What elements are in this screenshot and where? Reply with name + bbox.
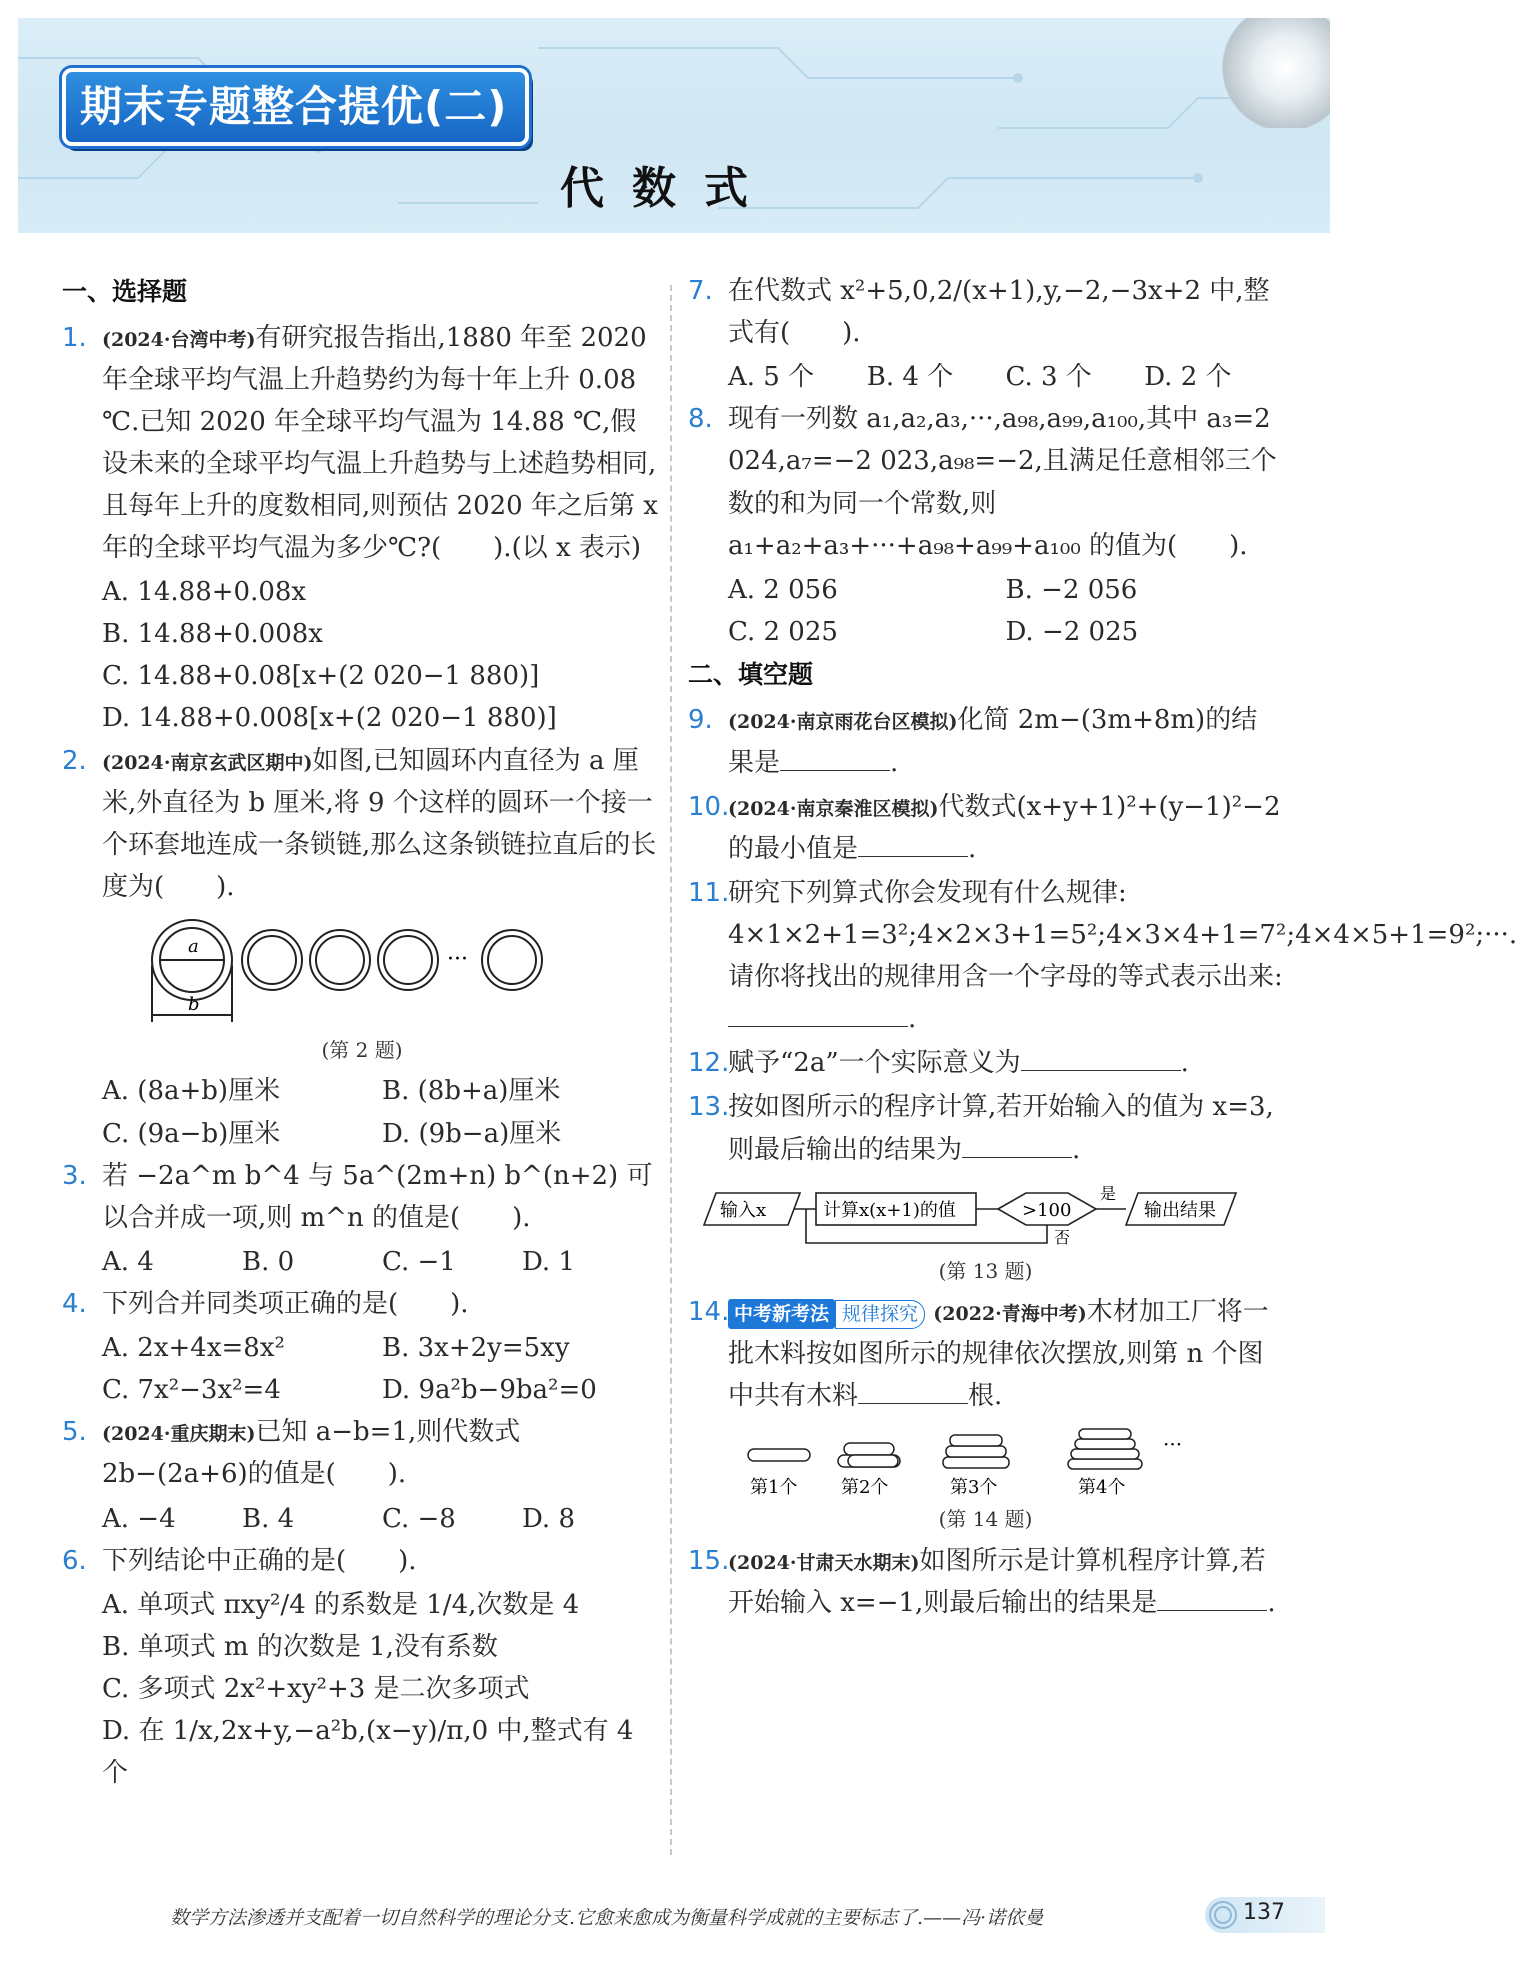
- tag-pattern: 规律探究: [835, 1300, 925, 1329]
- question-15: [688, 1540, 1283, 1624]
- question-number: 14.: [688, 1297, 730, 1328]
- options-1: [62, 571, 662, 739]
- label-a: a: [188, 936, 199, 958]
- option: B. −2 056: [1005, 574, 1138, 605]
- page-curl-decoration: [1220, 18, 1330, 128]
- question-text: 在代数式 x²+5,0,2/(x+1),y,−2,−3x+2 中,整式有( ).: [728, 276, 1270, 349]
- question-13: [688, 1086, 1283, 1170]
- option: B. 14.88+0.008x: [102, 619, 323, 650]
- question-text: 按如图所示的程序计算,若开始输入的值为 x=3,则最后输出的结果为: [728, 1092, 1274, 1165]
- flow-calc: 计算x(x+1)的值: [823, 1199, 956, 1221]
- punct: 根.: [968, 1381, 1003, 1412]
- option: B. 4: [242, 1503, 295, 1534]
- flow-output: 输出结果: [1144, 1199, 1216, 1221]
- question-text: 有研究报告指出,1880 年至 2020 年全球平均气温上升趋势约为每十年上升 0.08 ℃.已知 2020 年全球平均气温为 14.88 ℃,假设未来的全球平均气温上升趋势与上述趋势相同,且每年上升的度数相同,则预估 2020 年之后第 x 年的全球平均气温为多少℃?( ).(以 x 表示): [102, 322, 658, 564]
- flow-input: 输入x: [720, 1199, 767, 1221]
- option: C. 3 个: [1005, 362, 1092, 393]
- punct: .: [1267, 1587, 1276, 1618]
- question-number: 5.: [62, 1417, 87, 1448]
- question-number: 15.: [688, 1545, 730, 1576]
- question-number: 8.: [688, 404, 713, 435]
- page-title: 代数式: [560, 163, 776, 214]
- question-source: (2024·南京玄武区期中): [102, 751, 313, 774]
- section-heading-choice: 一、选择题: [62, 277, 188, 306]
- question-text: 已知 a−b=1,则代数式 2b−(2a+6)的值是( ).: [102, 1417, 521, 1490]
- question-text: 赋予“2a”一个实际意义为: [728, 1048, 1021, 1079]
- tag-new-exam: 中考新考法: [728, 1299, 835, 1329]
- timber-label-4: 第4个: [1078, 1477, 1126, 1499]
- question-text: 木材加工厂将一批木料按如图所示的规律依次摆放,则第 n 个图中共有木料: [728, 1297, 1269, 1412]
- option: A. 14.88+0.08x: [102, 577, 307, 608]
- question-number: 10.: [688, 791, 730, 822]
- option: B. 3x+2y=5xy: [382, 1333, 570, 1364]
- question-source: (2024·南京秦淮区模拟): [728, 797, 939, 820]
- question-number: 1.: [62, 322, 87, 353]
- footer-quote: 数学方法渗透并支配着一切自然科学的理论分支.它愈来愈成为衡量科学成就的主要标志了.——冯·诺依曼: [170, 1907, 1044, 1929]
- question-8: [688, 398, 1283, 566]
- question-text: 研究下列算式你会发现有什么规律:: [728, 877, 1127, 908]
- option: D. −2 025: [1005, 616, 1139, 647]
- option: B. 4 个: [866, 362, 954, 393]
- question-9: [688, 699, 1283, 783]
- question-text: 现有一列数 a₁,a₂,a₃,···,a₉₈,a₉₉,a₁₀₀,其中 a₃=2 024,a₇=−2 023,a₉₈=−2,且满足任意相邻三个数的和为同一个常数,则 a₁+a₂+a₃+···+a₉₈+a₉₉+a₁₀₀ 的值为( ).: [728, 404, 1277, 561]
- ellipsis: ···: [1163, 1432, 1183, 1457]
- question-4: [62, 1283, 662, 1325]
- option: B. 单项式 m 的次数是 1,没有系数: [102, 1631, 498, 1662]
- options-3: [62, 1241, 662, 1283]
- option: D. 9a²b−9ba²=0: [382, 1375, 597, 1406]
- punct: .: [968, 833, 977, 864]
- options-4-row1: [62, 1327, 662, 1369]
- column-divider: [670, 285, 672, 1855]
- answer-blank[interactable]: [780, 748, 890, 771]
- spiral-icon: [1207, 1899, 1239, 1931]
- flow-cond: >100: [1022, 1199, 1072, 1221]
- question-number: 3.: [62, 1160, 87, 1191]
- timber-label-3: 第3个: [950, 1477, 998, 1499]
- option: C. 7x²−3x²=4: [102, 1375, 281, 1406]
- question-number: 13.: [688, 1092, 730, 1123]
- option: C. −8: [382, 1503, 456, 1534]
- options-5: [62, 1498, 662, 1540]
- label-b: b: [188, 994, 200, 1016]
- question-text: 下列结论中正确的是( ).: [102, 1545, 417, 1576]
- answer-blank[interactable]: [1157, 1588, 1267, 1611]
- page-number: 137: [1243, 1900, 1285, 1925]
- ellipsis: ···: [447, 947, 468, 973]
- question-number: 4.: [62, 1288, 87, 1319]
- punct: .: [1180, 1048, 1189, 1079]
- question-source: (2024·南京雨花台区模拟): [728, 711, 958, 734]
- question-3: [62, 1155, 662, 1239]
- punct: .: [908, 1004, 917, 1035]
- question-source: (2024·重庆期末): [102, 1423, 256, 1446]
- question-text: 如图,已知圆环内直径为 a 厘米,外直径为 b 厘米,将 9 个这样的圆环一个接一个环套地连成一条锁链,那么这条锁链拉直后的长度为( ).: [102, 745, 657, 902]
- option: A. 4: [102, 1246, 154, 1277]
- option: A. 5 个: [728, 362, 815, 393]
- figure-caption: (第 2 题): [321, 1038, 403, 1063]
- option: A. 单项式 πxy²/4 的系数是 1/4,次数是 4: [102, 1589, 580, 1620]
- flow-no: 否: [1054, 1227, 1071, 1247]
- option: D. 14.88+0.008[x+(2 020−1 880)]: [102, 703, 557, 734]
- answer-blank[interactable]: [962, 1135, 1072, 1158]
- options-4-row2: [62, 1369, 662, 1411]
- option: A. (8a+b)厘米: [102, 1076, 281, 1107]
- option: D. 8: [522, 1503, 575, 1534]
- timber-figure: [688, 1419, 1283, 1499]
- series-title: 期末专题整合提优(二): [62, 68, 529, 146]
- option: A. −4: [102, 1503, 176, 1534]
- question-10: [688, 786, 1283, 870]
- question-5: [62, 1411, 662, 1495]
- question-number: 7.: [688, 276, 713, 306]
- options-8-row1: [688, 569, 1283, 611]
- options-8-row2: [688, 611, 1283, 653]
- question-12: [688, 1042, 1283, 1084]
- answer-blank[interactable]: [1021, 1048, 1181, 1071]
- answer-blank[interactable]: [858, 834, 968, 857]
- question-number: 6.: [62, 1545, 87, 1576]
- question-number: 9.: [688, 705, 713, 736]
- option: C. 2 025: [728, 616, 838, 647]
- question-source: (2024·甘肃天水期末): [728, 1551, 920, 1574]
- option: A. 2x+4x=8x²: [102, 1333, 285, 1364]
- question-text: 代数式(x+y+1)²+(y−1)²−2 的最小值是: [728, 791, 1281, 864]
- right-column: [688, 270, 1517, 1626]
- question-formula: 4×1×2+1=3²;4×2×3+1=5²;4×3×4+1=7²;4×4×5+1=9²;···.: [728, 920, 1517, 951]
- page-number-tab: [1205, 1897, 1325, 1933]
- question-text: 如图所示是计算机程序计算,若开始输入 x=−1,则最后输出的结果是: [728, 1545, 1266, 1618]
- punct: .: [1072, 1134, 1081, 1165]
- options-7: [688, 356, 1283, 398]
- option: D. 1: [522, 1246, 575, 1277]
- options-2-row2: [62, 1113, 662, 1155]
- question-7: [688, 270, 1283, 354]
- question-11: [688, 872, 1517, 1040]
- question-14: [688, 1291, 1283, 1417]
- question-text: 下列合并同类项正确的是( ).: [102, 1288, 469, 1319]
- question-2: [62, 740, 662, 908]
- flow-yes: 是: [1100, 1183, 1117, 1203]
- question-text: 化简 2m−(3m+8m)的结果是: [728, 705, 1258, 778]
- punct: .: [890, 747, 899, 778]
- question-1: [62, 317, 662, 570]
- option: D. (9b−a)厘米: [382, 1118, 562, 1149]
- option: D. 在 1/x,2x+y,−a²b,(x−y)/π,0 中,整式有 4 个: [102, 1716, 634, 1789]
- option: C. 14.88+0.08[x+(2 020−1 880)]: [102, 661, 540, 692]
- left-column: [62, 270, 662, 1794]
- option: C. −1: [382, 1246, 456, 1277]
- timber-label-1: 第1个: [750, 1477, 798, 1499]
- page-footer: [0, 1895, 1350, 1935]
- question-number: 2.: [62, 745, 87, 776]
- figure-caption: (第 13 题): [938, 1258, 1033, 1283]
- question-source: (2022·青海中考): [933, 1303, 1087, 1326]
- options-2-row1: [62, 1070, 662, 1112]
- timber-label-2: 第2个: [841, 1477, 889, 1499]
- options-6: [62, 1584, 662, 1795]
- flowchart-13: [688, 1173, 1283, 1251]
- option: B. (8b+a)厘米: [382, 1076, 561, 1107]
- question-number: 11.: [688, 877, 730, 908]
- figure-caption: (第 14 题): [938, 1507, 1033, 1532]
- option: C. 多项式 2x²+xy²+3 是二次多项式: [102, 1673, 530, 1704]
- question-number: 12.: [688, 1048, 730, 1079]
- option: C. (9a−b)厘米: [102, 1118, 281, 1149]
- question-source: (2024·台湾中考): [102, 328, 256, 351]
- ring-chain-figure: [102, 910, 702, 1030]
- option: A. 2 056: [728, 574, 838, 605]
- question-ask: 请你将找出的规律用含一个字母的等式表示出来:: [728, 962, 1283, 993]
- answer-blank[interactable]: [858, 1381, 968, 1404]
- question-6: [62, 1540, 662, 1582]
- question-text: 若 −2a^m b^4 与 5a^(2m+n) b^(n+2) 可以合并成一项,则 m^n 的值是( ).: [102, 1160, 653, 1233]
- answer-blank[interactable]: [728, 1004, 908, 1027]
- option: D. 2 个: [1144, 362, 1232, 393]
- option: B. 0: [242, 1246, 295, 1277]
- section-heading-fill: 二、填空题: [688, 659, 814, 689]
